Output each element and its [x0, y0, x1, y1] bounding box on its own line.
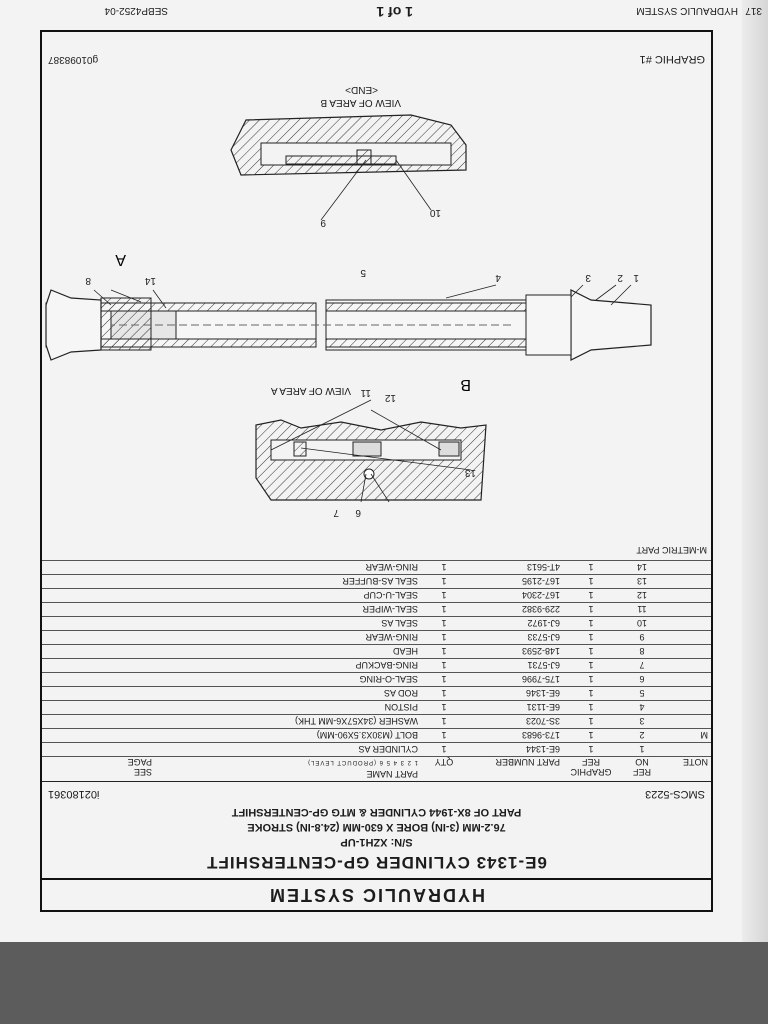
seal-u-cup-shape [353, 442, 381, 456]
callout-1: 1 [633, 272, 639, 283]
row-see-page [42, 715, 155, 729]
row-see-page [42, 673, 155, 687]
row-ref: 9 [619, 631, 665, 645]
table-row [42, 561, 711, 575]
seal-wiper-shape [439, 442, 459, 456]
row-part-name: CYLINDER AS [155, 743, 421, 757]
callout-8: 8 [85, 275, 91, 286]
row-part-name: SEAL-U-CUP [155, 589, 421, 603]
table-row [42, 715, 711, 729]
row-graphic-ref: 1 [563, 715, 619, 729]
callout-2: 2 [617, 272, 623, 283]
seal-as-shape [357, 150, 371, 164]
table-row [42, 603, 711, 617]
callout-7: 7 [333, 507, 339, 518]
row-graphic-ref: 1 [563, 575, 619, 589]
row-see-page [42, 589, 155, 603]
table-row [42, 589, 711, 603]
row-see-page [42, 659, 155, 673]
row-see-page [42, 645, 155, 659]
row-qty: 1 [421, 715, 467, 729]
end-marker: <END> [345, 84, 378, 95]
row-part-name: HEAD [155, 645, 421, 659]
row-part-number: 6J-5731 [467, 659, 563, 673]
seal-buffer-shape [294, 442, 306, 456]
row-see-page [42, 701, 155, 715]
row-qty: 1 [421, 659, 467, 673]
exploded-drawing [42, 70, 711, 540]
row-qty: 1 [421, 645, 467, 659]
row-note [665, 631, 711, 645]
callout-13: 13 [464, 467, 476, 478]
row-graphic-ref: 1 [563, 743, 619, 757]
row-part-name: SEAL-O-RING [155, 673, 421, 687]
row-ref: 4 [619, 701, 665, 715]
row-ref: 14 [619, 561, 665, 575]
table-row [42, 701, 711, 715]
row-part-number: 175-7996 [467, 673, 563, 687]
callout-12: 12 [384, 392, 396, 403]
table-row [42, 631, 711, 645]
row-part-name: BOLT (M30X3.5X90-MM) [155, 729, 421, 743]
row-ref: 7 [619, 659, 665, 673]
callout-11: 11 [360, 387, 371, 398]
row-part-number: 3S-7023 [467, 715, 563, 729]
row-part-number: 6E-1344 [467, 743, 563, 757]
row-graphic-ref: 1 [563, 659, 619, 673]
row-part-name: SEAL AS-BUFFER [155, 575, 421, 589]
row-qty: 1 [421, 603, 467, 617]
serial-range: S/N: XZH1-UP [340, 836, 413, 848]
row-graphic-ref: 1 [563, 645, 619, 659]
part-of-group: PART OF 8X-1944 CYLINDER & MTG GP-CENTERSHIFT [231, 806, 522, 818]
row-part-number: 173-9683 [467, 729, 563, 743]
row-note [665, 687, 711, 701]
view-a-caption: VIEW OF AREA A [270, 385, 351, 396]
row-note [665, 645, 711, 659]
row-ref: 1 [619, 743, 665, 757]
row-part-name: SEAL-WIPER [155, 603, 421, 617]
row-graphic-ref: 1 [563, 687, 619, 701]
row-qty: 1 [421, 631, 467, 645]
row-see-page [42, 603, 155, 617]
table-row [42, 645, 711, 659]
row-ref: 11 [619, 603, 665, 617]
callout-6: 6 [355, 507, 361, 518]
parts-table-body [42, 561, 711, 757]
col-see-page: SEE PAGE [42, 757, 155, 782]
row-part-name: RING-BACKUP [155, 659, 421, 673]
view-b-caption: VIEW OF AREA B [320, 97, 401, 108]
row-note: M [665, 729, 711, 743]
row-see-page [42, 575, 155, 589]
media-id: i02180361 [48, 788, 100, 800]
row-qty: 1 [421, 561, 467, 575]
row-note [665, 659, 711, 673]
row-note [665, 603, 711, 617]
row-part-number: 6J-1972 [467, 617, 563, 631]
row-see-page [42, 617, 155, 631]
col-part-name [155, 757, 421, 782]
row-ref: 3 [619, 715, 665, 729]
col-ref-no: REF NO [619, 757, 665, 782]
row-note [665, 575, 711, 589]
table-row [42, 673, 711, 687]
row-part-number: 6E-1346 [467, 687, 563, 701]
row-part-name: RING-WEAR [155, 561, 421, 575]
table-row [42, 659, 711, 673]
row-see-page [42, 687, 155, 701]
row-part-number: 229-9382 [467, 603, 563, 617]
row-part-name: ROD AS [155, 687, 421, 701]
row-qty: 1 [421, 575, 467, 589]
product-levels: 1 2 3 4 5 6 (PRODUCT LEVEL) [307, 759, 418, 765]
graphic-label: GRAPHIC #1 [639, 53, 705, 65]
callout-14: 14 [144, 275, 156, 286]
row-part-number: 167-2195 [467, 575, 563, 589]
row-part-number: 6J-5733 [467, 631, 563, 645]
row-qty: 1 [421, 673, 467, 687]
col-part-number: PART NUMBER [467, 757, 563, 782]
row-part-name: SEAL AS [155, 617, 421, 631]
row-part-number: 4T-5613 [467, 561, 563, 575]
row-note [665, 715, 711, 729]
row-part-number: 6E-1131 [467, 701, 563, 715]
row-qty: 1 [421, 701, 467, 715]
document-frame [40, 30, 713, 912]
frame-title: HYDRAULIC SYSTEM [42, 878, 711, 910]
row-graphic-ref: 1 [563, 589, 619, 603]
callout-3: 3 [585, 272, 591, 283]
scanner-background [0, 942, 768, 1024]
row-graphic-ref: 1 [563, 673, 619, 687]
row-qty: 1 [421, 743, 467, 757]
row-note [665, 701, 711, 715]
callout-9: 9 [320, 217, 326, 228]
row-ref: 2 [619, 729, 665, 743]
row-graphic-ref: 1 [563, 701, 619, 715]
row-graphic-ref: 1 [563, 729, 619, 743]
row-graphic-ref: 1 [563, 631, 619, 645]
row-note [665, 561, 711, 575]
row-part-name: WASHER (34X57X6-MM THK) [155, 715, 421, 729]
row-ref: 10 [619, 617, 665, 631]
row-part-name: RING-WEAR [155, 631, 421, 645]
area-a-label: A [115, 251, 126, 268]
running-header-section: HYDRAULIC SYSTEM [636, 5, 738, 16]
area-b-label: B [460, 376, 471, 393]
running-header-media-number: SEBP4252-04 [104, 5, 168, 16]
row-qty: 1 [421, 617, 467, 631]
row-ref: 6 [619, 673, 665, 687]
row-part-number: 167-2304 [467, 589, 563, 603]
metric-note: M-METRIC PART [636, 545, 707, 555]
col-graphic-ref: GRAPHIC REF [563, 757, 619, 782]
row-note [665, 743, 711, 757]
callout-10: 10 [429, 207, 441, 218]
row-see-page [42, 743, 155, 757]
row-note [665, 617, 711, 631]
table-header-row [42, 757, 711, 782]
row-graphic-ref: 1 [563, 561, 619, 575]
document-title: 6E-1343 CYLINDER GP-CENTERSHIFT [206, 853, 547, 872]
row-qty: 1 [421, 589, 467, 603]
row-qty: 1 [421, 687, 467, 701]
table-row [42, 729, 711, 743]
smcs-code: SMCS-5223 [645, 788, 705, 800]
table-row [42, 743, 711, 757]
detail-view-a [256, 420, 486, 500]
row-note [665, 589, 711, 603]
table-row [42, 617, 711, 631]
table-row [42, 575, 711, 589]
running-header-page-of: 1 of 1 [376, 4, 413, 20]
row-part-name: PISTON [155, 701, 421, 715]
row-ref: 5 [619, 687, 665, 701]
callout-4: 4 [495, 272, 501, 283]
row-graphic-ref: 1 [563, 603, 619, 617]
row-qty: 1 [421, 729, 467, 743]
row-graphic-ref: 1 [563, 617, 619, 631]
row-see-page [42, 729, 155, 743]
table-row [42, 687, 711, 701]
ring-wear-shape [286, 156, 396, 164]
parts-table [42, 560, 711, 782]
row-see-page [42, 561, 155, 575]
row-part-number: 148-2593 [467, 645, 563, 659]
col-part-name-label: PART NAME [366, 769, 418, 779]
row-note [665, 673, 711, 687]
image-id: g01098387 [48, 54, 99, 65]
running-header-page-number: 317 [745, 5, 762, 16]
row-ref: 12 [619, 589, 665, 603]
bore-stroke: 76.2-MM (3-IN) BORE X 630-MM (24.8-IN) STROKE [247, 821, 506, 833]
row-ref: 13 [619, 575, 665, 589]
callout-5: 5 [360, 267, 366, 278]
row-see-page [42, 631, 155, 645]
col-qty: QTY [421, 757, 467, 782]
detail-view-b [231, 115, 466, 175]
row-ref: 8 [619, 645, 665, 659]
col-note: NOTE [665, 757, 711, 782]
